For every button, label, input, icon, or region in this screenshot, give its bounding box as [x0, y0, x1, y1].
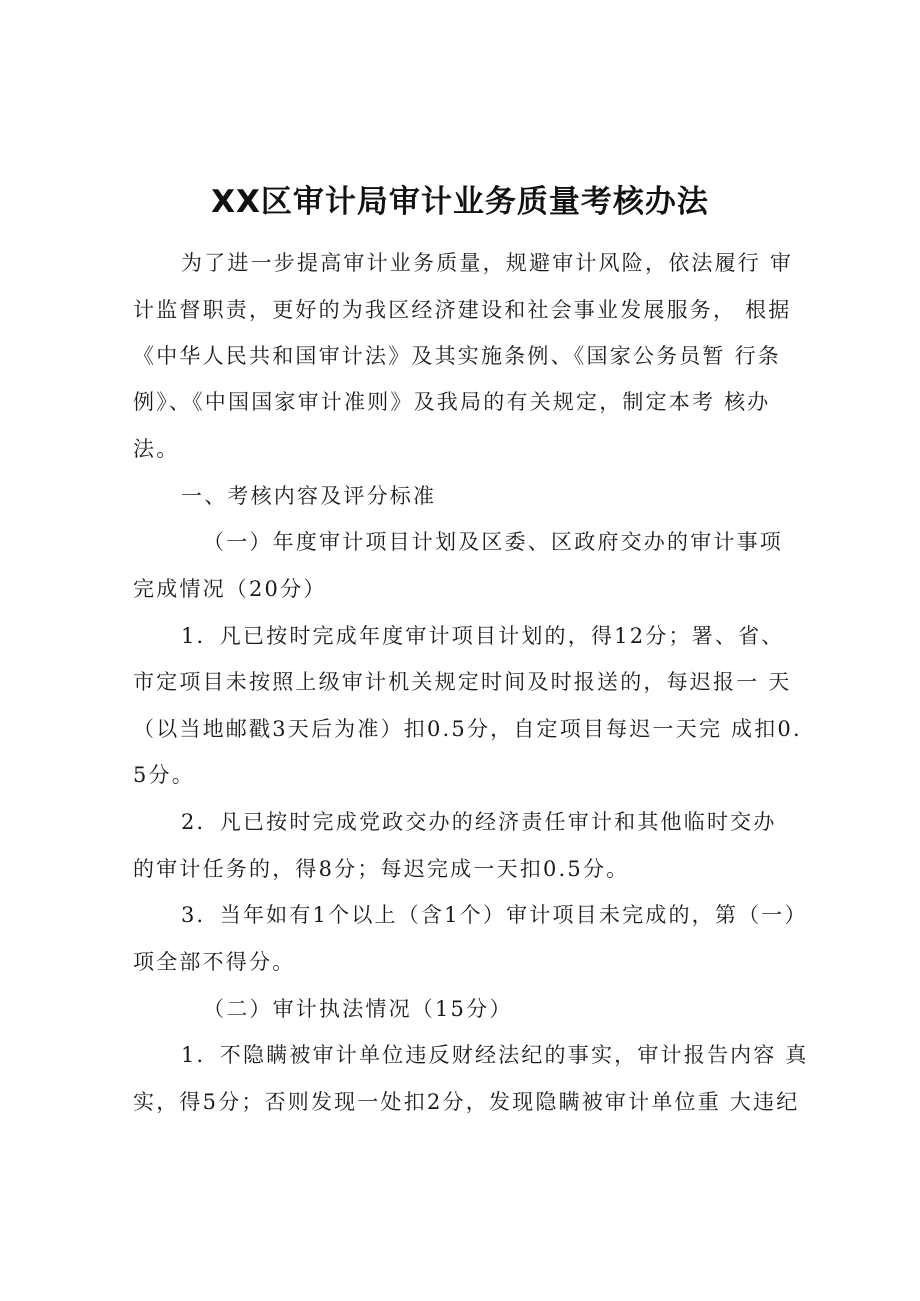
section-heading: 一、考核内容及评分标准	[181, 484, 437, 508]
paragraph-line: 计监督职责，更好的为我区经济建设和社会事业发展服务， 根据	[133, 298, 792, 322]
paragraph-line: 项全部不得分。	[133, 950, 296, 974]
paragraph-line: 3．当年如有1个以上（含1个）审计项目未完成的，第（一）	[181, 903, 808, 927]
paragraph-line: 法。	[133, 437, 180, 461]
paragraph-line: 1．不隐瞒被审计单位违反财经法纪的事实，审计报告内容 真	[181, 1043, 809, 1067]
paragraph-line: （以当地邮戳3天后为准）扣0.5分，自定项目每迟一天完 成扣0.	[133, 717, 802, 741]
paragraph-line: 《中华人民共和国审计法》及其实施条例、《国家公务员暂 行条	[133, 344, 781, 368]
paragraph-line: 的审计任务的，得8分；每迟完成一天扣0.5分。	[133, 857, 630, 881]
paragraph-line: 实，得5分；否则发现一处扣2分，发现隐瞒被审计单位重 大违纪	[133, 1090, 800, 1114]
paragraph-line: 例》、《中国国家审计准则》及我局的有关规定，制定本考 核办	[133, 390, 771, 414]
paragraph-line: 为了进一步提高审计业务质量，规避审计风险，依法履行 审	[181, 251, 794, 275]
subsection-heading: （一）年度审计项目计划及区委、区政府交办的审计事项	[203, 530, 783, 554]
subsection-heading-cont: 完成情况（20分）	[133, 577, 327, 601]
paragraph-line: 2．凡已按时完成党政交办的经济责任审计和其他临时交办	[181, 810, 777, 834]
paragraph-line: 5分。	[133, 763, 195, 787]
subsection-heading: （二）审计执法情况（15分）	[203, 997, 513, 1021]
paragraph-line: 市定项目未按照上级审计机关规定时间及时报送的，每迟报一 天	[133, 670, 792, 694]
document-title: XX区审计局审计业务质量考核办法	[211, 184, 709, 220]
paragraph-line: 1．凡已按时完成年度审计项目计划的，得12分；署、省、	[181, 624, 785, 648]
